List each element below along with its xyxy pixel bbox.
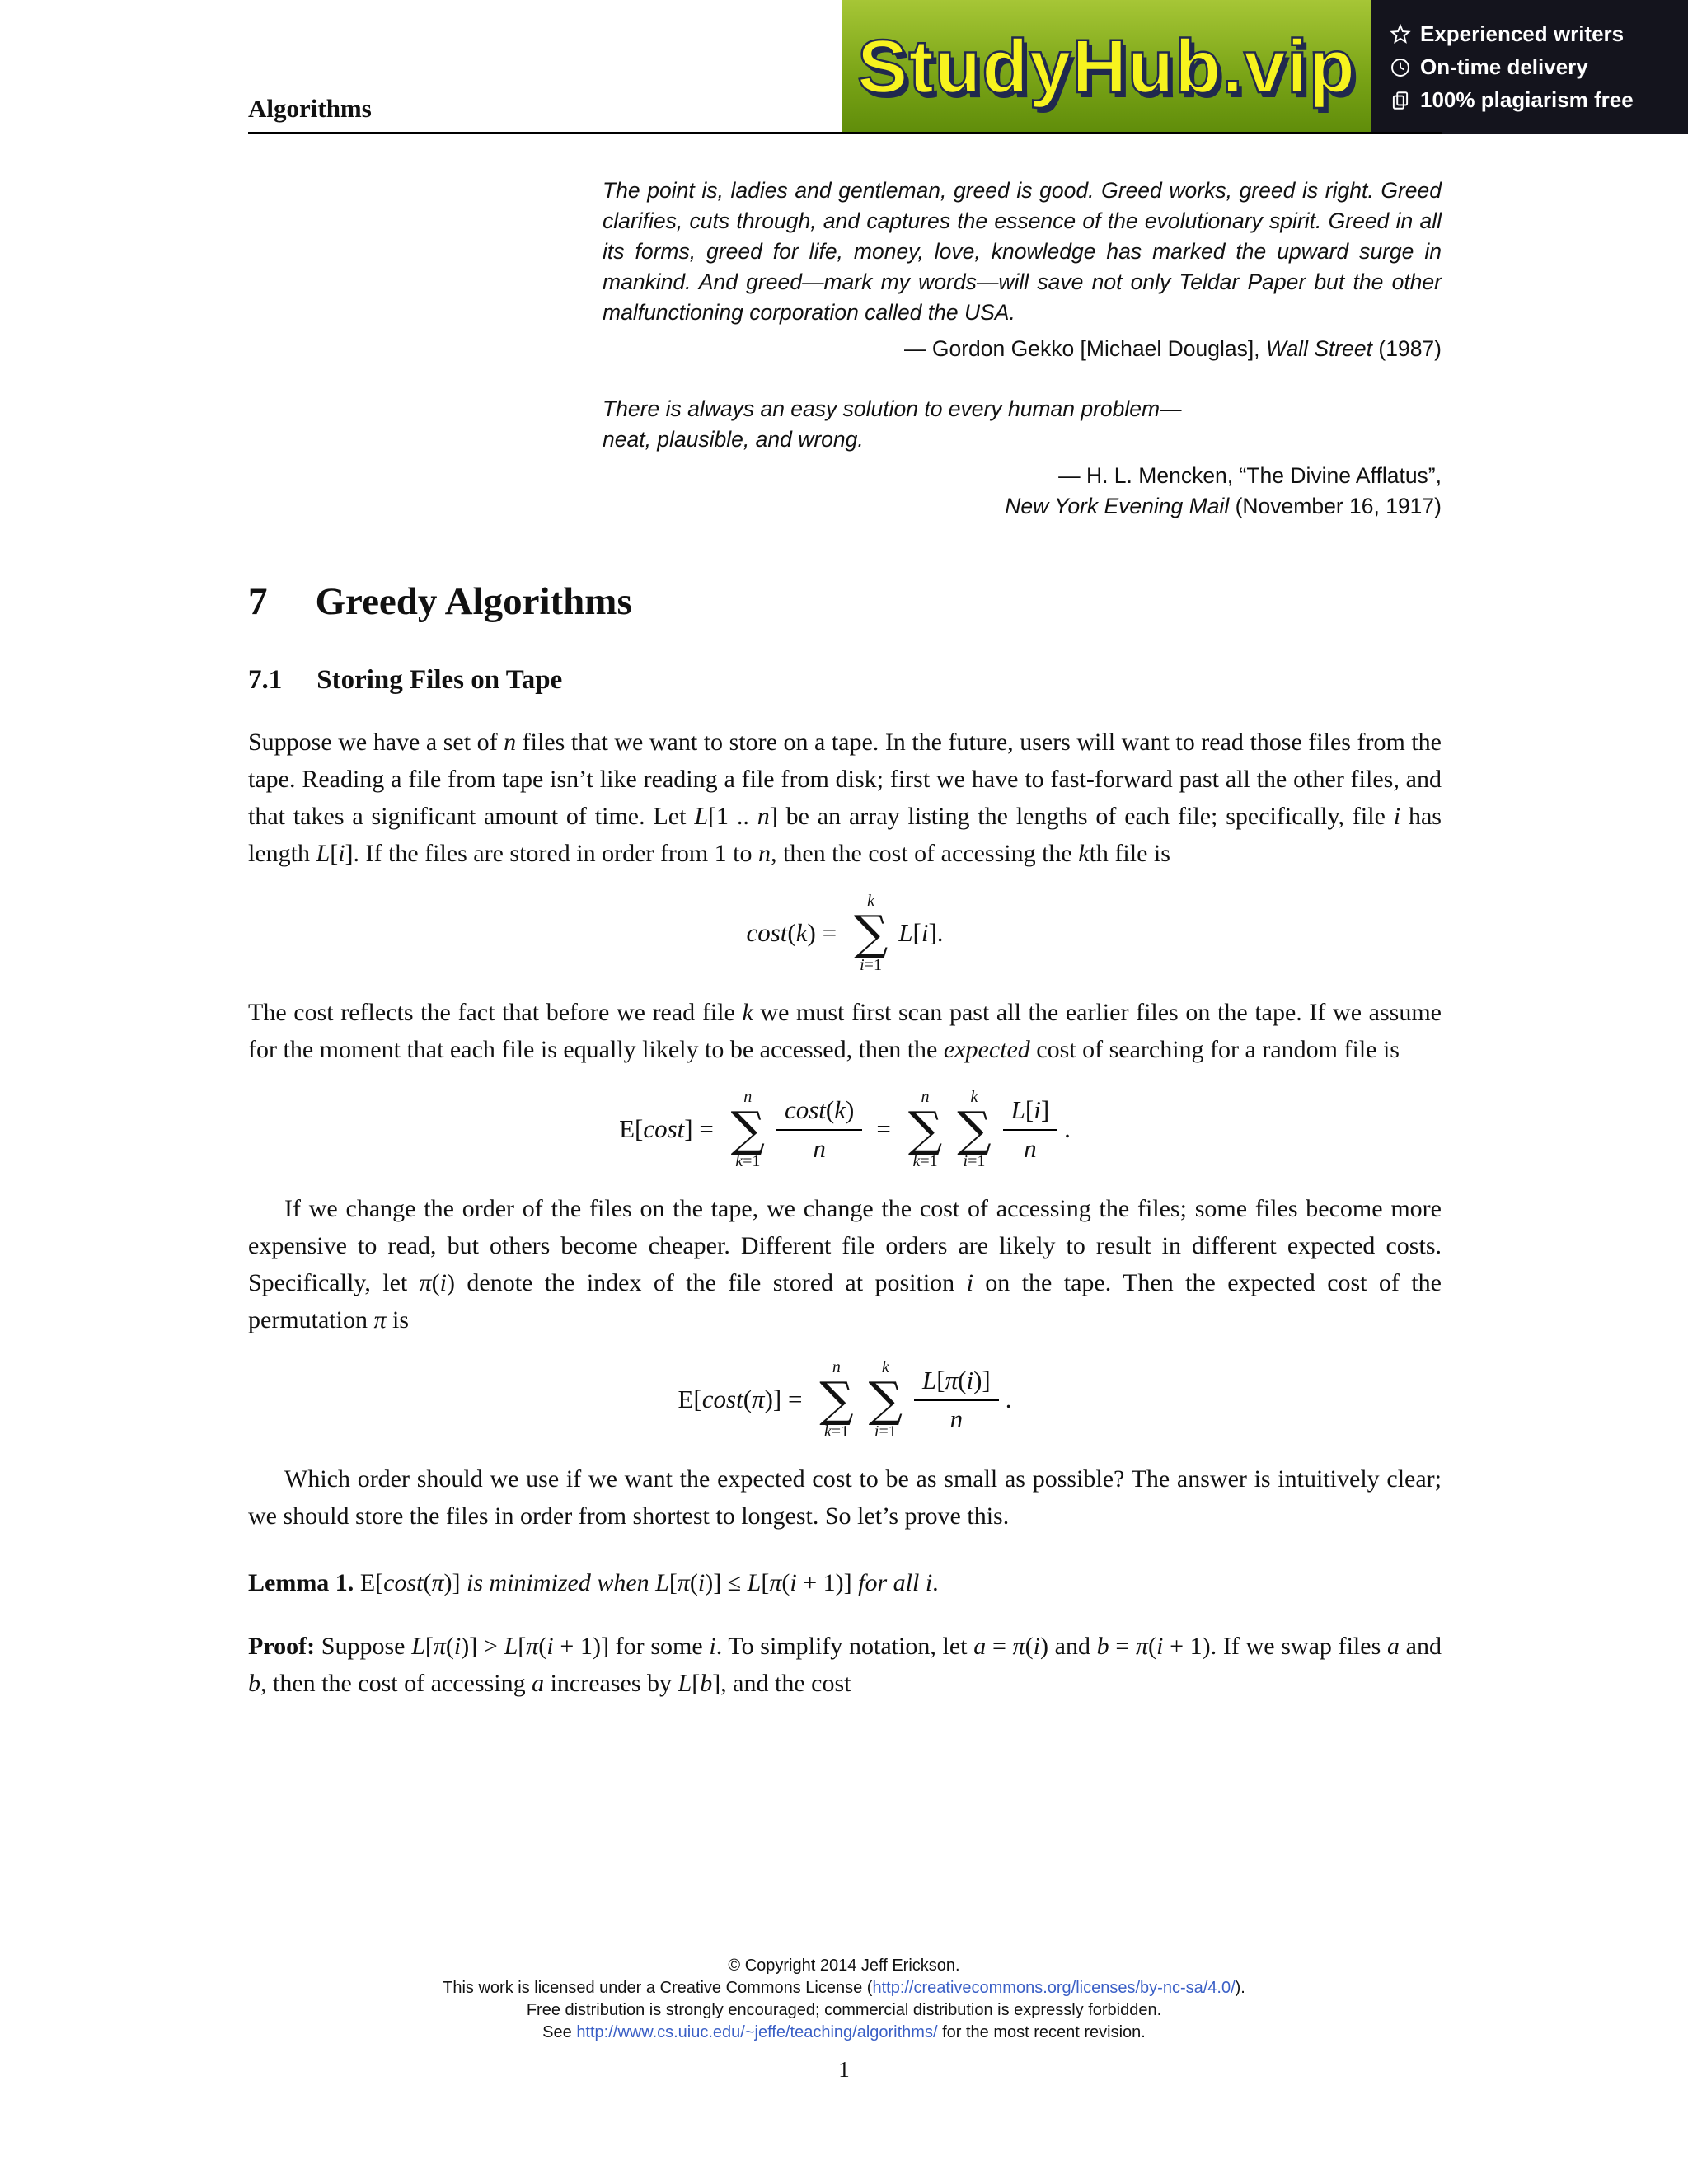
- paragraph-change-order: If we change the order of the files on the tape, we change the cost of accessing the files; some files become more expensive to read, but others become cheaper. Different file orders are likely to result in different expected costs. Specifically, let π(i) denote the index of the file stored at position i on the tape. Then the expected cost of the permutation π is: [248, 1195, 1442, 1333]
- epigraph-quote: The point is, ladies and gentleman, greed is good. Greed works, greed is right. Greed clarifies, cuts through, and captures the essence of the evolutionary spirit. Greed in all its forms, greed for life, money, love, knowledge has marked the upward surge in mankind. And greed—mark my words—will save not only Teldar Paper but the other malfunctioning corporation called the USA.: [603, 178, 1442, 325]
- fraction-numerator: L[i]: [1010, 1094, 1050, 1124]
- equation-row: [675, 1358, 1015, 1441]
- epigraph-attribution: New York Evening Mail (November 16, 1917): [1005, 494, 1442, 518]
- equation-lhs: cost(k) =: [746, 918, 843, 947]
- page-content: [248, 0, 1442, 1702]
- summation: [731, 1088, 765, 1170]
- sigma-symbol: ∑: [957, 1101, 992, 1157]
- page-footer: [0, 1955, 1688, 2044]
- summation: [869, 1358, 903, 1441]
- footer-link[interactable]: http://www.cs.uiuc.edu/~jeffe/teaching/algorithms/: [576, 2023, 938, 2041]
- feature-label: 100% plagiarism free: [1420, 87, 1634, 112]
- fraction-denominator: n: [914, 1399, 999, 1434]
- feature-label: On-time delivery: [1420, 54, 1588, 79]
- section-number: 7: [248, 580, 268, 623]
- sum-lower-limit: i=1: [874, 1422, 897, 1441]
- sigma-symbol: ∑: [819, 1371, 854, 1427]
- sum-upper-limit: k: [970, 1088, 978, 1106]
- summation: [854, 892, 888, 974]
- header-rule: [248, 132, 1442, 134]
- paragraph-cost-reflects: The cost reflects the fact that before we read file k we must first scan past all the earlier files on the tape. If we assume for the moment that each file is equally likely to be accessed, then the expected cost of searching for a random file is: [248, 999, 1442, 1063]
- epigraph-attribution: — H. L. Mencken, “The Divine Afflatus”,: [1058, 463, 1442, 488]
- sum-lower-limit: i=1: [963, 1152, 986, 1170]
- subsection-heading: [248, 665, 1442, 696]
- page-number: 1: [838, 2057, 850, 2082]
- equation-lhs: E[cost] =: [619, 1114, 720, 1143]
- equation-period: .: [1064, 1114, 1071, 1143]
- equation-cost-k: [248, 892, 1442, 974]
- sigma-symbol: ∑: [907, 1101, 943, 1157]
- lemma-1: Lemma 1. E[cost(π)] is minimized when L[π(i)] ≤ L[π(i + 1)] for all i.: [248, 1569, 939, 1596]
- license-line: This work is licensed under a Creative Commons License (http://creativecommons.org/licenses/by-nc-sa/4.0/).: [443, 1979, 1245, 1997]
- sum-lower-limit: k=1: [912, 1152, 938, 1170]
- feature-label: Experienced writers: [1420, 21, 1625, 46]
- sigma-symbol: ∑: [853, 905, 889, 961]
- summation: [957, 1088, 991, 1170]
- sum-lower-limit: i=1: [860, 956, 882, 974]
- running-header: Algorithms: [248, 94, 372, 123]
- distribution-line: Free distribution is strongly encouraged; commercial distribution is expressly forbidden.: [526, 2001, 1162, 2019]
- sum-upper-limit: k: [881, 1358, 889, 1376]
- equation-period: .: [1005, 1385, 1012, 1413]
- subsection-title-text: Storing Files on Tape: [316, 665, 563, 695]
- fraction-numerator: cost(k): [784, 1094, 855, 1124]
- equals-sign: =: [876, 1114, 891, 1143]
- studyhub-logo[interactable]: StudyHub.vip: [857, 25, 1356, 109]
- sum-upper-limit: n: [832, 1358, 841, 1376]
- epigraph-mencken: [603, 394, 1442, 522]
- epigraph-quote-line: neat, plausible, and wrong.: [603, 427, 864, 452]
- summation: [819, 1358, 853, 1441]
- revision-line: See http://www.cs.uiuc.edu/~jeffe/teaching/algorithms/ for the most recent revision.: [542, 2023, 1146, 2041]
- sum-upper-limit: k: [867, 892, 874, 910]
- sum-lower-limit: k=1: [823, 1422, 849, 1441]
- fraction: [1003, 1095, 1058, 1164]
- sigma-symbol: ∑: [730, 1101, 765, 1157]
- epigraph-gekko: [603, 176, 1442, 364]
- footer-link[interactable]: http://creativecommons.org/licenses/by-nc-sa/4.0/: [872, 1979, 1236, 1997]
- subsection-number: 7.1: [248, 665, 283, 695]
- equation-row: [616, 1088, 1074, 1170]
- equation-row: [743, 892, 946, 974]
- proof-paragraph: Proof: Suppose L[π(i)] > L[π(i + 1)] for some i. To simplify notation, let a = π(i) and b = π(i + 1). If we swap files a and b, then the cost of accessing a increases by L[b], and the cost: [248, 1633, 1442, 1697]
- sum-lower-limit: k=1: [735, 1152, 761, 1170]
- equation-expected-cost: [248, 1088, 1442, 1170]
- fraction-numerator: L[π(i)]: [922, 1365, 991, 1394]
- epigraph-quote-line: There is always an easy solution to every human problem—: [603, 396, 1182, 421]
- equation-rhs: L[i].: [898, 918, 944, 947]
- paragraph-intro: Suppose we have a set of n files that we want to store on a tape. In the future, users will want to read those files from the tape. Reading a file from tape isn’t like reading a file from disk; first we have to fast-forward past all the other files, and that takes a significant amount of time. Let L[1 .. n] be an array listing the lengths of each file; specifically, file i has length L[i]. If the files are stored in order from 1 to n, then the cost of accessing the kth file is: [248, 729, 1442, 867]
- section-title-text: Greedy Algorithms: [315, 580, 632, 623]
- fraction: [776, 1095, 862, 1164]
- epigraph-attribution: — Gordon Gekko [Michael Douglas], Wall Street (1987): [903, 336, 1442, 361]
- fraction: [914, 1366, 999, 1434]
- sum-upper-limit: n: [921, 1088, 930, 1106]
- sigma-symbol: ∑: [868, 1371, 903, 1427]
- summation: [908, 1088, 942, 1170]
- copyright-line: © Copyright 2014 Jeff Erickson.: [728, 1957, 960, 1975]
- paragraph-which-order: Which order should we use if we want the expected cost to be as small as possible? The answer is intuitively clear; we should store the files in order from shortest to longest. So let’s prove this.: [248, 1465, 1442, 1530]
- sum-upper-limit: n: [743, 1088, 753, 1106]
- fraction-denominator: n: [776, 1129, 862, 1164]
- equation-lhs: E[cost(π)] =: [678, 1385, 809, 1413]
- fraction-denominator: n: [1003, 1129, 1058, 1164]
- section-heading: [248, 579, 1442, 624]
- equation-expected-cost-permutation: [248, 1358, 1442, 1441]
